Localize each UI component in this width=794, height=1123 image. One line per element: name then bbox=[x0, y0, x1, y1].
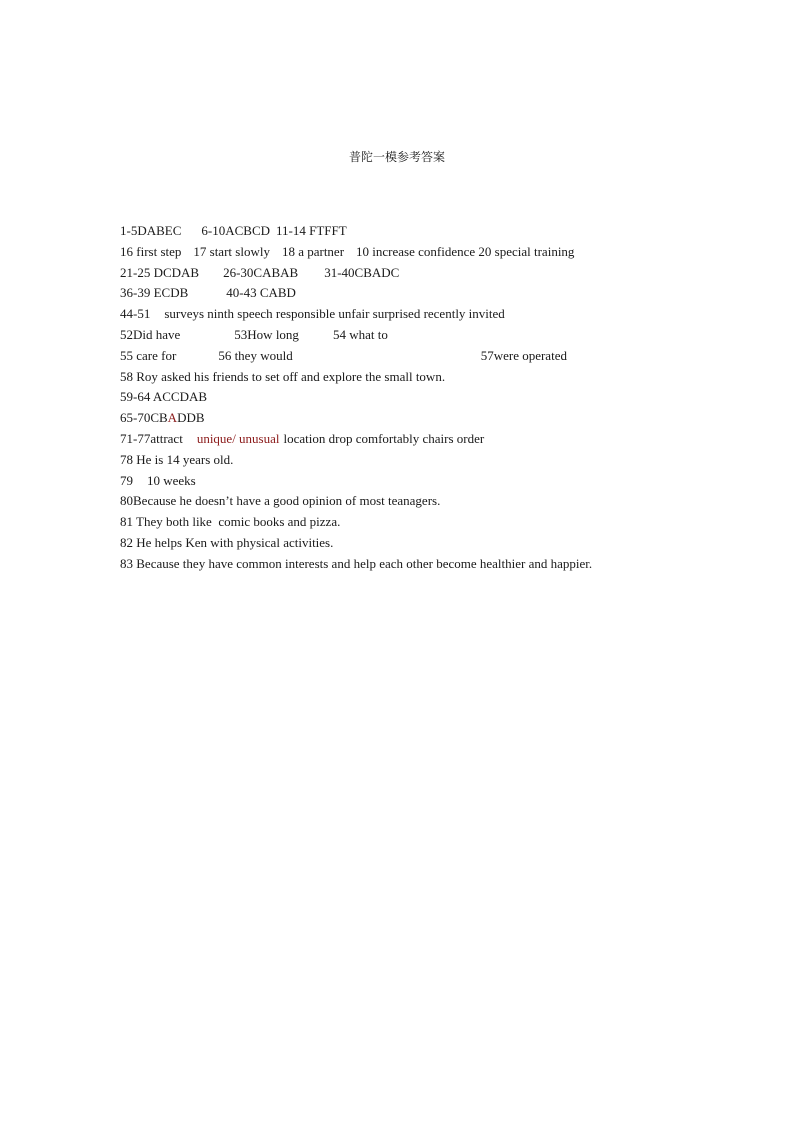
answer-segment: DDB bbox=[177, 410, 205, 426]
answer-segment: 59-64 ACCDAB bbox=[120, 389, 208, 405]
answer-segment: 80Because he doesn’t have a good opinion of most teanagers. bbox=[120, 493, 441, 509]
answer-line-5 bbox=[120, 304, 740, 325]
answer-segment: 65-70CB bbox=[120, 410, 168, 426]
answer-segment: 52Did have bbox=[120, 326, 181, 342]
answer-line-16 bbox=[120, 533, 740, 554]
answer-segment: 71-77attract bbox=[120, 430, 183, 446]
answer-line-4 bbox=[120, 283, 740, 304]
answer-line-1 bbox=[120, 221, 740, 242]
answer-segment: 55 care for bbox=[120, 347, 177, 363]
answer-line-6 bbox=[120, 325, 740, 346]
answer-segment: 58 Roy asked his friends to set off and explore the small town. bbox=[120, 368, 446, 384]
answer-segment: 17 start slowly bbox=[193, 243, 270, 259]
answer-segment: 54 what to bbox=[332, 326, 388, 342]
page-title: 普陀一模参考答案 bbox=[348, 150, 445, 164]
answer-segment: 11-14 FTFFT bbox=[276, 223, 347, 238]
answer-segment: 36-39 ECDB bbox=[120, 285, 189, 301]
answer-segment: 10 weeks bbox=[147, 472, 196, 488]
answer-line-9 bbox=[120, 387, 740, 408]
answer-segment: 6-10ACBCD bbox=[201, 223, 271, 238]
answer-segment: 31-40CBADC bbox=[324, 264, 400, 280]
answer-line-8 bbox=[120, 367, 740, 388]
answer-segment: 79 bbox=[120, 472, 133, 488]
answer-line-10 bbox=[120, 408, 740, 429]
answer-line-12 bbox=[120, 450, 740, 471]
answer-segment: 82 He helps Ken with physical activities. bbox=[120, 534, 334, 550]
answer-segment: 56 they would bbox=[218, 347, 293, 363]
answer-segment: 53How long bbox=[234, 326, 299, 342]
answer-line-13 bbox=[120, 471, 740, 492]
answer-segment: 57were operated bbox=[480, 347, 567, 363]
answer-segment: 21-25 DCDAB bbox=[120, 264, 200, 280]
answer-segment-highlight: unique/ unusual bbox=[196, 430, 280, 446]
answer-segment: 40-43 CABD bbox=[226, 285, 296, 301]
answer-segment-highlight: A bbox=[167, 410, 178, 426]
answer-segment: 26-30CABAB bbox=[223, 264, 299, 280]
answer-line-11 bbox=[120, 429, 740, 450]
answer-line-14 bbox=[120, 491, 740, 512]
answer-line-7 bbox=[120, 346, 740, 367]
answer-list bbox=[120, 221, 740, 575]
answer-segment: 1-5DABEC bbox=[120, 223, 182, 238]
answer-line-2 bbox=[120, 242, 740, 263]
answer-segment: location drop comfortably chairs order bbox=[283, 430, 485, 446]
answer-line-3 bbox=[120, 263, 740, 284]
answer-segment: 78 He is 14 years old. bbox=[120, 451, 234, 467]
answer-segment: 18 a partner bbox=[281, 243, 345, 259]
answer-line-15 bbox=[120, 512, 740, 533]
answer-line-17 bbox=[120, 554, 740, 575]
answer-segment: 44-51 bbox=[120, 306, 151, 322]
answer-segment: 16 first step bbox=[120, 243, 182, 259]
answer-segment: 81 They both like comic books and pizza. bbox=[120, 514, 341, 530]
answer-segment: 10 increase confidence 20 special training bbox=[356, 243, 575, 259]
answer-segment: surveys ninth speech responsible unfair surprised recently invited bbox=[164, 306, 505, 322]
answer-segment: 83 Because they have common interests and help each other become healthier and happier. bbox=[120, 555, 593, 571]
